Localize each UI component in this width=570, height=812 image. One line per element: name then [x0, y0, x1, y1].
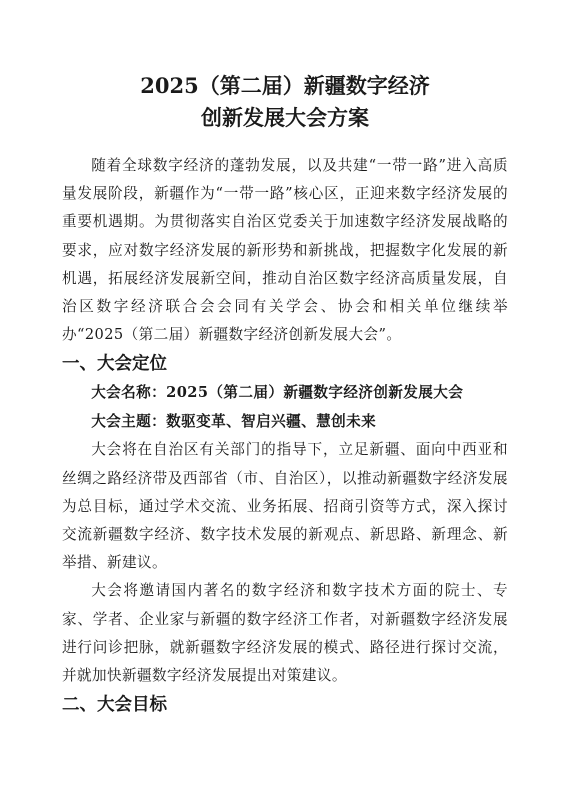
positioning-paragraph-1: 大会将在自治区有关部门的指导下，立足新疆、面向中西亚和丝绸之路经济带及西部省（市、自治区），以推动新疆数字经济发展为总目标，通过学术交流、业务拓展、招商引资等方式，深入探讨交流新疆数字经济、数字技术发展的新观点、新思路、新理念、新举措、新建议。: [62, 441, 508, 572]
intro-paragraph: 随着全球数字经济的蓬勃发展，以及共建“一带一路”进入高质量发展阶段，新疆作为“一带一路”核心区，正迎来数字经济发展的重要机遇期。为贯彻落实自治区党委关于加速数字经济发展战略的要求，应对数字经济发展的新形势和新挑战，把握数字化发展的新机遇，拓展经济发展新空间，推动自治区数字经济高质量发展，自治区数字经济联合会会同有关学会、协会和相关单位继续举办“2025（第二届）新疆数字经济创新发展大会”。: [62, 157, 508, 344]
title-line-2: 创新发展大会方案: [201, 105, 369, 130]
section-heading-positioning: 一、大会定位: [62, 354, 167, 375]
title-spacer: [62, 134, 508, 152]
section-heading-goals: 二、大会目标: [62, 695, 167, 716]
title-line-1: 2025（第二届）新疆数字经济: [140, 73, 430, 98]
document-title: [62, 0, 508, 134]
positioning-paragraph-2: 大会将邀请国内著名的数字经济和数字技术方面的院士、专家、学者、企业家与新疆的数字经济工作者，对新疆数字经济发展进行问诊把脉，就新疆数字经济发展的模式、路径进行探讨交流，并就加快新疆数字经济发展提出对策建议。: [62, 582, 508, 685]
conference-theme: 大会主题：数驱变革、智启兴疆、慧创未来: [91, 412, 377, 430]
conference-name: 大会名称：2025（第二届）新疆数字经济创新发展大会: [91, 384, 464, 402]
